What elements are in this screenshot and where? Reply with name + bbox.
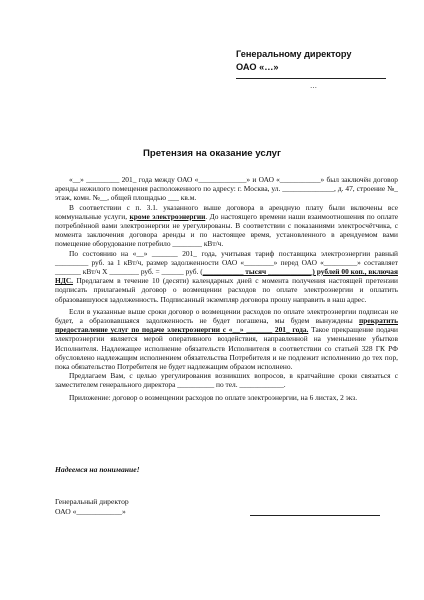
- paragraph-utilities-emphasis: кроме электроэнергии: [129, 211, 206, 221]
- paragraph-termination: [55, 307, 398, 371]
- paragraph-contact: Предлагаем Вам, с целью урегулирования возникших вопросов, в кратчайшие сроки связаться с заместителем генерального директора __________ по тел. ____________.: [55, 371, 398, 390]
- paragraph-attachment: Приложение: договор о возмещении расходов по оплате электроэнергии, на 6 листах, 2 экз.: [69, 392, 358, 402]
- addressee-company: ОАО «…»: [236, 61, 279, 72]
- paragraph-debt-text-c: Предлагаем в течение 10 (десяти) календарных дней с момента получения настоящей претензии подписать прилагаемый договор о возмещении расходов по оплате электроэнергии и оплатить образовавшуюся задолженность. Подписанный экземпляр договора прошу направить в наш адрес.: [55, 276, 398, 304]
- paragraph-termination-emphasis: прекратить предоставление услуг по подаче электроэнергии с «__» _______ 201_ года.: [55, 316, 398, 335]
- paragraph-contract: «__» _________ 201_ года между ОАО «_____________» и ОАО «___________» был заключён договор аренды нежилого помещения расположенного по адресу: г. Москва, ул. ______________, д. 47, строение №_ этаж, комн. №__, общей площадью ___ кв.м.: [55, 175, 398, 203]
- closing-phrase: Надеемся на понимание!: [55, 465, 140, 474]
- signature-block: [55, 497, 129, 517]
- addressee-dots: …: [310, 82, 318, 90]
- letter-title: Претензия на оказание услуг: [142, 148, 282, 159]
- paragraph-debt-text-a: По состоянию на «__» _______ 201_ года, учитывая тариф поставщика электроэнергии равный _________ руб. за 1 кВт/ч, размер задолженности ОАО «________» перед ОАО «_________» составляет _______ кВт/ч Х ________ руб. = ______ руб. (: [55, 248, 398, 277]
- paragraph-utilities-text-a: В соответствии с п. 3.1. указанного выше договора в арендную плату были включены все коммунальные услуги,: [55, 202, 398, 221]
- addressee-underline: [236, 78, 386, 79]
- paragraph-debt: [55, 249, 398, 304]
- paragraph-termination-text-c: Такое прекращение подачи электроэнергии является мерой оперативного воздействия, направленной на уменьшение убытков Исполнителя. Надлежащее исполнение обязательств Исполнителя в соответствии со статьей 328 ГК РФ обусловлено надлежащим исполнением обязательства Потребителя и не подлежит исполнению до тех пор, пока обязательство Потребителя не будет надлежащим образом исполнено.: [55, 325, 398, 372]
- paragraph-debt-amount: ___________ тысяч ____________) рублей 00 коп., включая НДС.: [55, 267, 398, 286]
- paragraph-utilities-text-c: . До настоящего времени наши взаимоотношения по оплате потреблённой вами электроэнергии не урегулированы. В соответствии с показаниями электросчётчика, с момента заключения договора аренды и по настоящее время, установленного в арендуемом вами помещение оборудование потребило ________ кВт/ч.: [55, 211, 398, 249]
- paragraph-termination-text-a: Если в указанные выше сроки договор о возмещении расходов по оплате электроэнергии подписан не будет, а образовавшаяся задолженность не будет погашена, мы будем вынуждены: [55, 306, 398, 326]
- signature-position: Генеральный директор: [55, 497, 129, 506]
- paragraph-utilities: [55, 203, 398, 249]
- letter-body: [55, 175, 398, 402]
- addressee-position: Генеральному директору: [236, 49, 352, 59]
- signature-company: ОАО «____________»: [55, 507, 126, 516]
- signature-line: [250, 515, 380, 516]
- addressee-block: [236, 48, 396, 73]
